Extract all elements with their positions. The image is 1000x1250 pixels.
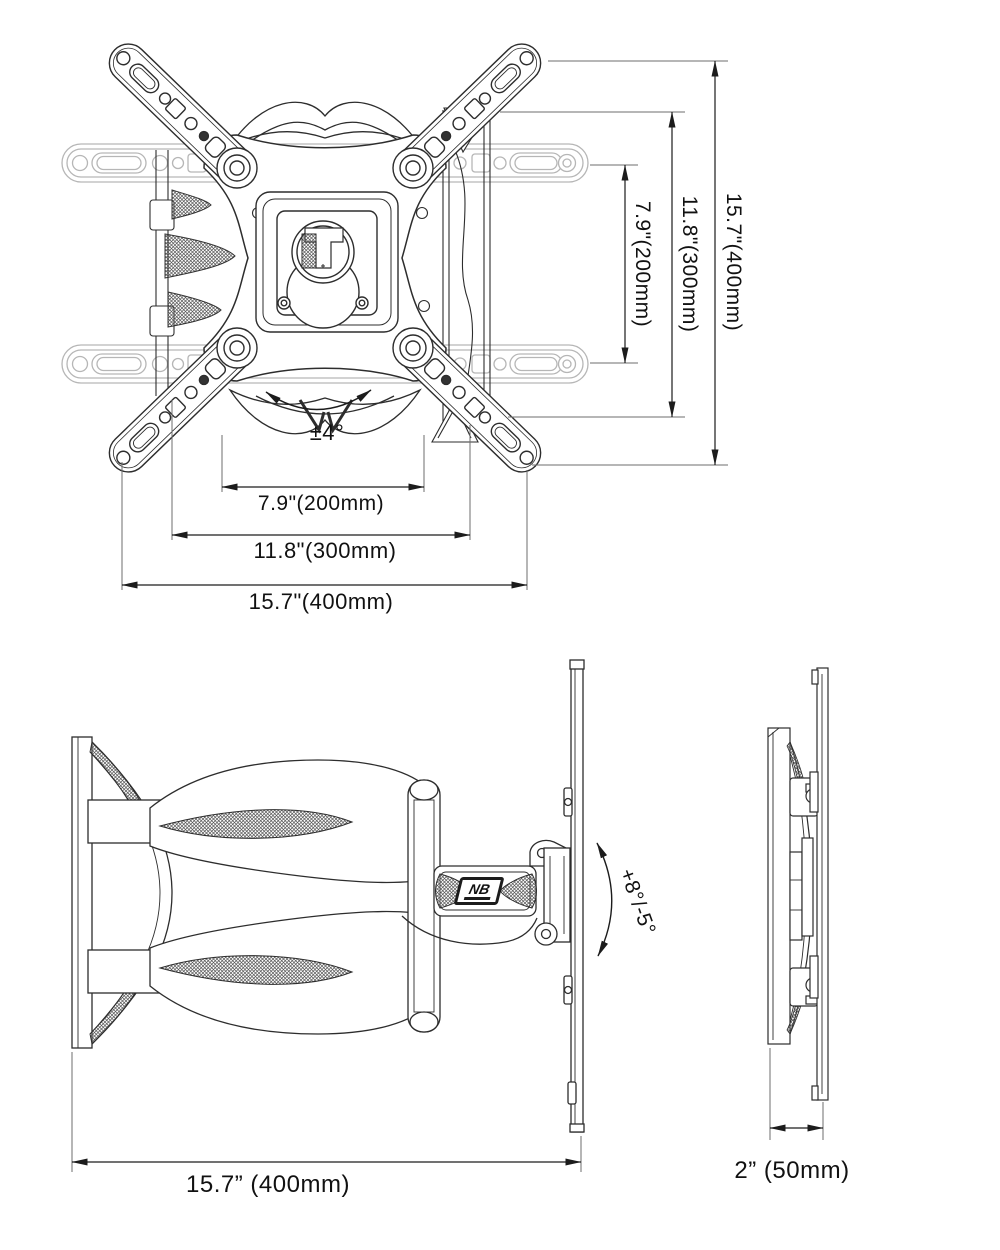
extension-lines-extended [72, 1052, 581, 1172]
horizontal-dim-label-300mm: 11.8"(300mm) [253, 538, 397, 563]
front-view-drawing [62, 36, 728, 590]
extended-width-dim-label: 15.7” (400mm) [186, 1171, 350, 1198]
folded-depth-dim-label: 2” (50mm) [734, 1157, 850, 1184]
vertical-dim-label-200mm: 7.9"(200mm) [631, 200, 654, 328]
horizontal-dim-label-200mm: 7.9"(200mm) [257, 492, 385, 515]
tilt-angle-label: +8°/-5° [614, 865, 661, 939]
tilt-arc [597, 843, 612, 956]
vertical-dim-label-300mm: 11.8"(300mm) [678, 195, 701, 333]
swivel-angle-label: ±4° [309, 420, 345, 445]
brand-logo-underline [464, 897, 491, 900]
brand-logo-badge [454, 877, 505, 905]
brand-logo-text: NB [467, 880, 492, 897]
spring-wedges [165, 190, 235, 327]
vertical-dim-label-400mm: 15.7"(400mm) [722, 192, 745, 332]
horizontal-dim-label-400mm: 15.7"(400mm) [248, 589, 394, 614]
center-plate [256, 192, 398, 332]
extended-view-drawing [72, 660, 612, 1172]
folded-view-drawing [768, 668, 828, 1140]
